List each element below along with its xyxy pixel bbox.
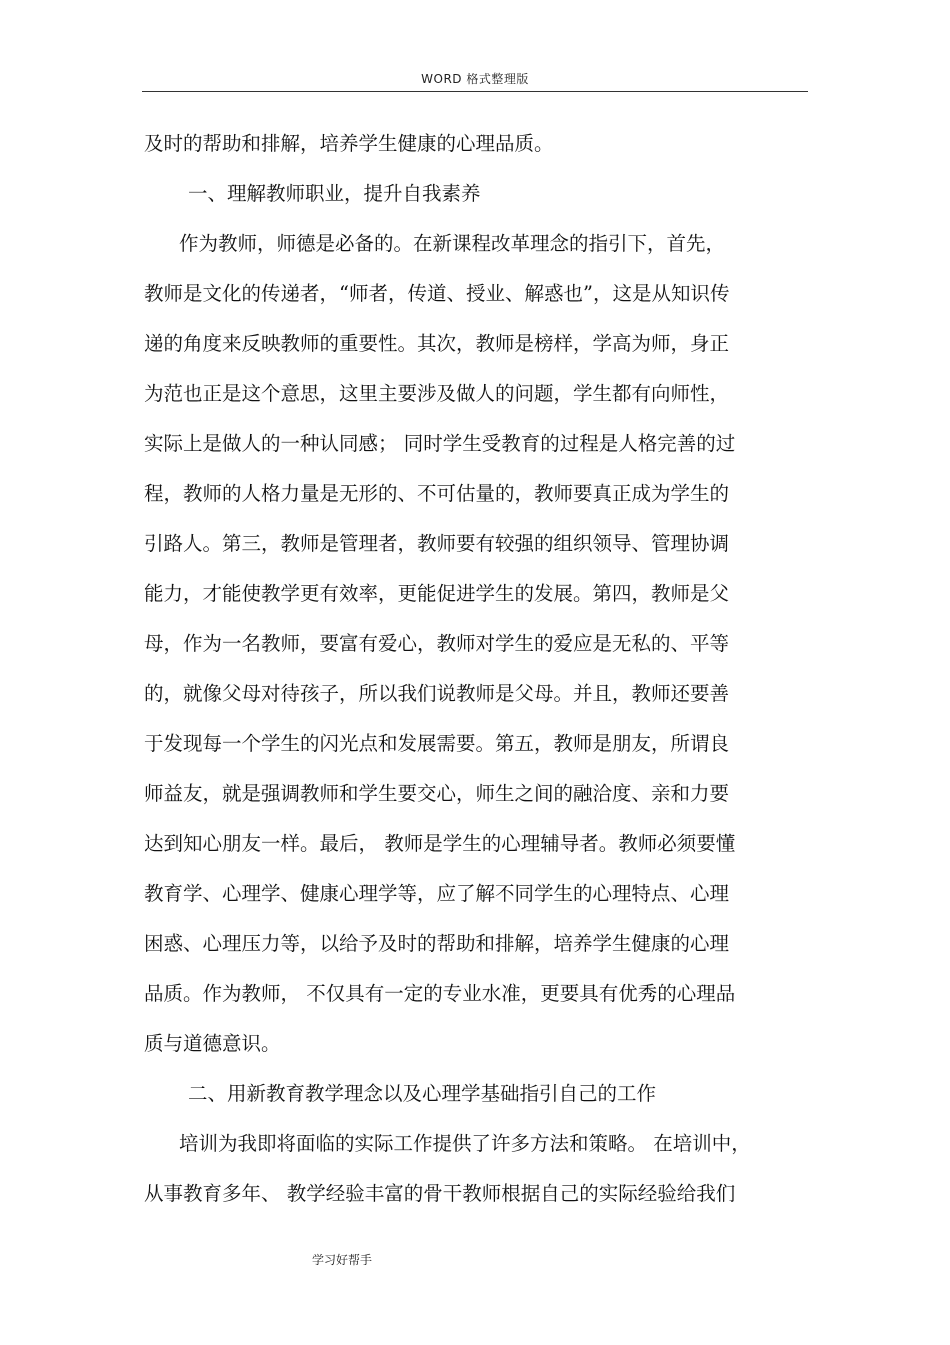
paragraph-line: 达到知心朋友一样。最后， 教师是学生的心理辅导者。教师必须要懂: [144, 832, 736, 855]
paragraph-line: 困惑、心理压力等，以给予及时的帮助和排解，培养学生健康的心理: [144, 932, 730, 955]
paragraph-line: 于发现每一个学生的闪光点和发展需要。第五，教师是朋友，所谓良: [144, 732, 730, 755]
paragraph-line: 品质。作为教师， 不仅具有一定的专业水准，更要具有优秀的心理品: [144, 982, 736, 1005]
header-divider: [142, 91, 808, 92]
paragraph-line: 母，作为一名教师，要富有爱心，教师对学生的爱应是无私的、平等: [144, 632, 730, 655]
paragraph-line: 程，教师的人格力量是无形的、不可估量的，教师要真正成为学生的: [144, 482, 730, 505]
paragraph-line: 实际上是做人的一种认同感； 同时学生受教育的过程是人格完善的过: [144, 432, 736, 455]
paragraph-line: 从事教育多年、 教学经验丰富的骨干教师根据自己的实际经验给我们: [144, 1182, 736, 1205]
paragraph-line: 教师是文化的传递者，“师者，传道、授业、解惑也”，这是从知识传: [144, 282, 730, 305]
page-header-title: WORD 格式整理版: [421, 72, 529, 86]
document-body: [144, 119, 812, 1219]
paragraph-line: 质与道德意识。: [144, 1032, 281, 1055]
page-footer-text: 学习好帮手: [312, 1253, 373, 1267]
paragraph-line: 教育学、心理学、健康心理学等，应了解不同学生的心理特点、心理: [144, 882, 730, 905]
section-heading-1: 一、理解教师职业，提升自我素养: [188, 182, 481, 205]
paragraph-line: 为范也正是这个意思，这里主要涉及做人的问题，学生都有向师性，: [144, 382, 730, 405]
paragraph-line: 的，就像父母对待孩子，所以我们说教师是父母。并且，教师还要善: [144, 682, 730, 705]
section-heading-2: 二、用新教育教学理念以及心理学基础指引自己的工作: [188, 1082, 657, 1105]
paragraph-line: 递的角度来反映教师的重要性。其次，教师是榜样，学高为师，身正: [144, 332, 730, 355]
paragraph-line: 作为教师，师德是必备的。在新课程改革理念的指引下，首先，: [179, 232, 726, 255]
paragraph-line: 引路人。第三，教师是管理者，教师要有较强的组织领导、管理协调: [144, 532, 730, 555]
paragraph-line: 能力，才能使教学更有效率，更能促进学生的发展。第四，教师是父: [144, 582, 730, 605]
paragraph-line: 师益友，就是强调教师和学生要交心，师生之间的融洽度、亲和力要: [144, 782, 730, 805]
paragraph-line: 培训为我即将面临的实际工作提供了许多方法和策略。 在培训中，: [179, 1132, 751, 1155]
paragraph-line: 及时的帮助和排解，培养学生健康的心理品质。: [144, 132, 554, 155]
